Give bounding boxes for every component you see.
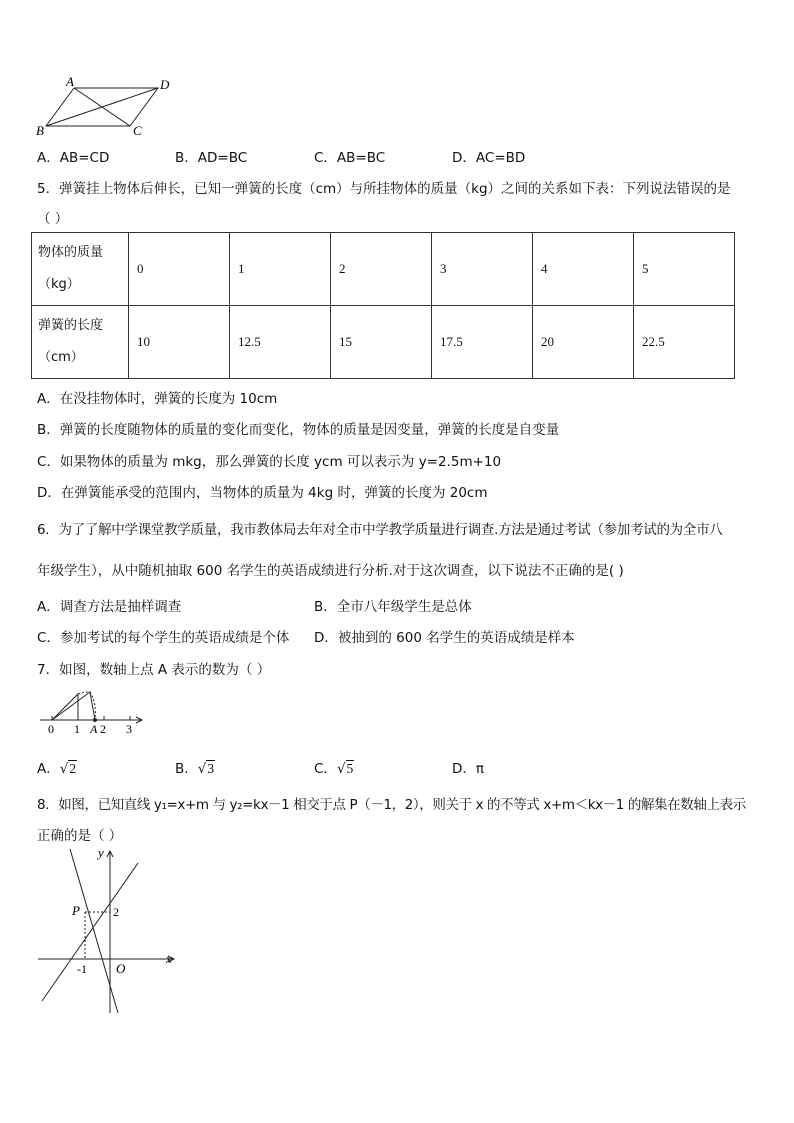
radicand: 5 [346, 761, 354, 776]
mass-length-table [31, 232, 735, 379]
q6-stem-line2: 年级学生），从中随机抽取 600 名学生的英语成绩进行分析.对于这次调查，以下说法不正确的是( ) [37, 563, 624, 579]
q4-option-c[interactable]: C．AB=BC [314, 150, 386, 166]
q5-option-d[interactable]: D．在弹簧能承受的范围内，当物体的质量为 4kg 时，弹簧的长度为 20cm [37, 485, 488, 501]
point-p-label: P [72, 903, 80, 918]
q5-option-c[interactable]: C．如果物体的质量为 mkg，那么弹簧的长度 ycm 可以表示为 y=2.5m+10 [37, 454, 502, 470]
q7-option-b[interactable] [175, 757, 215, 777]
q6-option-c[interactable]: C．参加考试的每个学生的英语成绩是个体 [37, 630, 290, 646]
table-cell: 10 [129, 306, 230, 379]
q6-option-a[interactable]: A．调查方法是抽样调查 [37, 599, 182, 615]
sqrt-symbol: √3 [197, 761, 215, 777]
q7-stem: 7．如图，数轴上点 A 表示的数为（ ） [37, 662, 271, 678]
row-label: 物体的质量 [38, 245, 104, 260]
q6-option-d[interactable]: D．被抽到的 600 名学生的英语成绩是样本 [314, 630, 575, 646]
row-unit: （cm） [38, 350, 84, 365]
q4-option-d[interactable]: D．AC=BD [452, 150, 526, 166]
row-label: 弹簧的长度 [38, 318, 104, 333]
table-cell: 17.5 [432, 306, 533, 379]
radicand: 3 [207, 761, 215, 776]
q8-stem-line2: 正确的是（ ） [37, 828, 123, 844]
q7-option-c[interactable] [314, 757, 354, 777]
vertex-label-c: C [133, 123, 142, 138]
option-prefix: C． [314, 761, 337, 777]
q6-stem-line1: 6．为了了解中学课堂教学质量，我市教体局去年对全市中学教学质量进行调查.方法是通过考试（参加考试的为全市八 [37, 522, 723, 538]
sqrt-symbol: √5 [336, 761, 354, 777]
axis-label-3: 3 [126, 722, 132, 736]
table-row [32, 233, 735, 306]
number-line-figure [38, 688, 148, 738]
q5-option-b[interactable]: B．弹簧的长度随物体的质量的变化而变化，物体的质量是因变量，弹簧的长度是自变量 [37, 422, 560, 438]
table-cell: 0 [129, 233, 230, 306]
y-tick-label-2: 2 [113, 905, 119, 919]
q5-answer-paren: （ ） [37, 211, 69, 227]
origin-label: O [116, 961, 126, 976]
x-axis-label: x [166, 951, 172, 966]
table-row-header-mass [32, 233, 129, 306]
vertex-label-a: A [66, 74, 74, 89]
table-cell: 15 [331, 306, 432, 379]
q8-stem-line1: 8．如图，已知直线 y₁=x+m 与 y₂=kx－1 相交于点 P（－1，2），则关于 x 的不等式 x+m＜kx－1 的解集在数轴上表示 [37, 797, 746, 813]
y-axis-label: y [98, 845, 104, 860]
table-cell: 2 [331, 233, 432, 306]
table-cell: 12.5 [230, 306, 331, 379]
vertex-label-d: D [160, 77, 170, 92]
axis-label-a: A [90, 722, 98, 736]
q5-option-a[interactable]: A．在没挂物体时，弹簧的长度为 10cm [37, 391, 278, 407]
table-cell: 1 [230, 233, 331, 306]
q6-option-b[interactable]: B．全市八年级学生是总体 [314, 599, 472, 615]
table-cell: 22.5 [634, 306, 735, 379]
table-cell: 5 [634, 233, 735, 306]
table-row-header-length [32, 306, 129, 379]
line-intersection-graph [36, 843, 186, 1018]
option-prefix: A． [37, 761, 60, 777]
q5-stem: 5．弹簧挂上物体后伸长，已知一弹簧的长度（cm）与所挂物体的质量（kg）之间的关系如下表：下列说法错误的是 [37, 181, 731, 197]
table-row [32, 306, 735, 379]
x-tick-label-neg1: -1 [77, 962, 87, 976]
row-unit: （kg） [38, 277, 80, 292]
sqrt-symbol: √2 [59, 761, 77, 777]
axis-label-2: 2 [100, 722, 106, 736]
table-cell: 4 [533, 233, 634, 306]
q7-option-d[interactable]: D．π [452, 761, 485, 777]
table-cell: 20 [533, 306, 634, 379]
q4-option-b[interactable]: B．AD=BC [175, 150, 248, 166]
vertex-label-b: B [36, 123, 44, 138]
parallelogram-figure [34, 74, 180, 140]
radicand: 2 [69, 761, 77, 776]
option-prefix: B． [175, 761, 198, 777]
q7-option-a[interactable] [37, 757, 77, 777]
axis-label-1: 1 [74, 722, 80, 736]
axis-label-0: 0 [48, 722, 54, 736]
q4-option-a[interactable]: A．AB=CD [37, 150, 110, 166]
table-cell: 3 [432, 233, 533, 306]
